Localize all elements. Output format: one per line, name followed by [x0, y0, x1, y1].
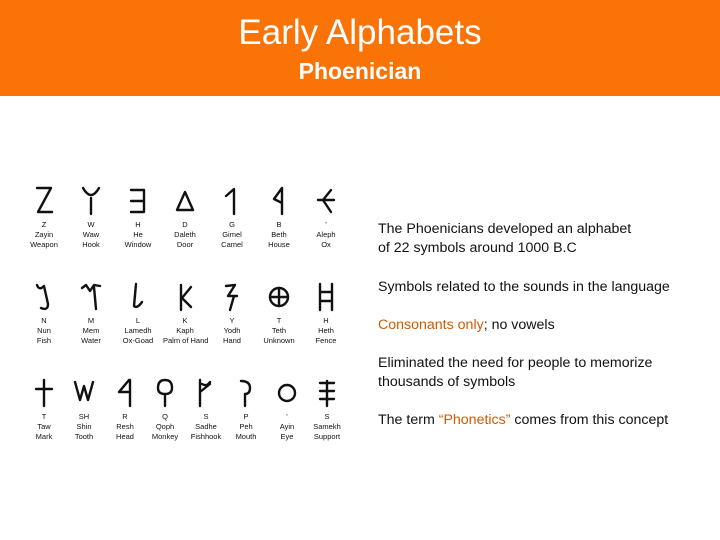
slide-title: Early Alphabets	[238, 13, 482, 52]
letter-beth	[257, 186, 301, 250]
letter-daleth	[163, 186, 207, 250]
letter-taw	[22, 378, 66, 442]
letter-meaning: Hook	[82, 240, 100, 249]
letter-meaning: Camel	[221, 240, 243, 249]
letter-name: Ayin	[279, 422, 295, 431]
letter-nun	[22, 282, 66, 346]
phonetics-term: “Phonetics”	[438, 412, 511, 428]
taw-glyph-icon	[22, 378, 66, 408]
yodh-glyph-icon	[210, 282, 254, 312]
letter-name: Sadhe	[195, 422, 217, 431]
letter-name: Mem	[82, 326, 100, 335]
letter-meaning: Fishhook	[190, 432, 222, 441]
letter-sound: '	[325, 220, 327, 229]
letter-sound: N	[41, 316, 47, 325]
letter-name: Nun	[37, 326, 51, 335]
sadhe-glyph-icon	[184, 378, 228, 408]
letter-meaning: Monkey	[151, 432, 179, 441]
letter-name: Gimel	[222, 230, 242, 239]
letter-meaning: Fence	[315, 336, 337, 345]
memorize-line-2: thousands of symbols	[378, 374, 516, 390]
letter-name: Kaph	[176, 326, 194, 335]
phoenician-alphabet-table	[22, 186, 352, 474]
letter-sound: Y	[229, 316, 235, 325]
letter-sound: SH	[78, 412, 90, 421]
letter-teth	[257, 282, 301, 346]
aleph-glyph-icon	[304, 186, 348, 216]
letter-ayin	[265, 378, 309, 442]
letter-name: He	[133, 230, 143, 239]
letter-sound: '	[286, 412, 288, 421]
letter-samekh	[305, 378, 349, 442]
letter-sound: D	[182, 220, 188, 229]
letter-meaning: House	[268, 240, 290, 249]
letter-heth	[304, 282, 348, 346]
letter-meaning: Weapon	[30, 240, 58, 249]
symbols-sounds-paragraph: Symbols related to the sounds in the language	[378, 279, 670, 295]
letter-meaning: Unknown	[263, 336, 295, 345]
letter-name: Zayin	[34, 230, 54, 239]
letter-name: Qoph	[155, 422, 175, 431]
shin-glyph-icon	[62, 378, 106, 408]
letter-name: Teth	[271, 326, 287, 335]
daleth-glyph-icon	[163, 186, 207, 216]
letter-meaning: Mouth	[235, 432, 257, 441]
letter-name: Lamedh	[124, 326, 152, 335]
letter-name: Resh	[116, 422, 134, 431]
letter-name: Shin	[76, 422, 92, 431]
no-vowels-text: ; no vowels	[483, 317, 555, 333]
heth-glyph-icon	[304, 282, 348, 312]
letter-sound: H	[323, 316, 329, 325]
slide-subtitle: Phoenician	[298, 58, 422, 84]
phonetics-prefix: The term	[378, 412, 439, 428]
zayin-glyph-icon	[22, 186, 66, 216]
letter-sound: Z	[41, 220, 47, 229]
resh-glyph-icon	[103, 378, 147, 408]
letter-resh	[103, 378, 147, 442]
alphabet-row	[22, 282, 352, 378]
he-glyph-icon	[116, 186, 160, 216]
letter-sound: M	[87, 316, 95, 325]
intro-paragraph	[378, 220, 631, 258]
letter-sound: B	[276, 220, 282, 229]
phonetics-paragraph	[378, 411, 668, 430]
letter-kaph	[163, 282, 207, 346]
consonants-paragraph	[378, 316, 555, 335]
letter-shin	[62, 378, 106, 442]
letter-meaning: Fish	[36, 336, 52, 345]
letter-name: Yodh	[223, 326, 241, 335]
beth-glyph-icon	[257, 186, 301, 216]
letter-name: Daleth	[174, 230, 196, 239]
letter-meaning: Head	[116, 432, 134, 441]
letter-meaning: Eye	[280, 432, 294, 441]
letter-name: Beth	[271, 230, 287, 239]
letter-sound: R	[122, 412, 128, 421]
letter-sound: G	[229, 220, 235, 229]
letter-sadhe	[184, 378, 228, 442]
letter-he	[116, 186, 160, 250]
phonetics-suffix: comes from this concept	[510, 412, 669, 428]
letter-name: Waw	[82, 230, 100, 239]
qoph-glyph-icon	[143, 378, 187, 408]
letter-name: Peh	[239, 422, 253, 431]
waw-glyph-icon	[69, 186, 113, 216]
letter-name: Heth	[318, 326, 334, 335]
letter-lamedh	[116, 282, 160, 346]
letter-name: Aleph	[316, 230, 336, 239]
letter-meaning: Support	[313, 432, 341, 441]
ayin-glyph-icon	[265, 378, 309, 408]
letter-meaning: Door	[176, 240, 194, 249]
intro-line-2: of 22 symbols around 1000 B.C	[378, 240, 577, 256]
alphabet-row	[22, 186, 352, 282]
letter-sound: Q	[162, 412, 168, 421]
letter-sound: W	[87, 220, 95, 229]
intro-line-1: The Phoenicians developed an alphabet	[378, 221, 632, 237]
lamedh-glyph-icon	[116, 282, 160, 312]
kaph-glyph-icon	[163, 282, 207, 312]
letter-sound: L	[135, 316, 141, 325]
memorize-line-1: Eliminated the need for people to memorize	[378, 355, 653, 371]
samekh-glyph-icon	[305, 378, 349, 408]
letter-meaning: Window	[124, 240, 152, 249]
letter-meaning: Hand	[223, 336, 241, 345]
alphabet-row	[22, 378, 352, 474]
letter-gimel	[210, 186, 254, 250]
letter-mem	[69, 282, 113, 346]
letter-sound: S	[324, 412, 330, 421]
letter-meaning: Palm of Hand	[163, 336, 209, 345]
peh-glyph-icon	[224, 378, 268, 408]
letter-meaning: Mark	[35, 432, 53, 441]
letter-yodh	[210, 282, 254, 346]
letter-sound: P	[243, 412, 249, 421]
letter-zayin	[22, 186, 66, 250]
title-banner	[0, 0, 720, 96]
letter-name: Taw	[37, 422, 51, 431]
memorize-paragraph	[378, 354, 652, 392]
letter-meaning: Ox-Goad	[122, 336, 154, 345]
letter-meaning: Ox	[321, 240, 331, 249]
consonants-highlight: Consonants only	[378, 317, 484, 333]
letter-qoph	[143, 378, 187, 442]
letter-meaning: Tooth	[74, 432, 94, 441]
letter-meaning: Water	[81, 336, 101, 345]
letter-sound: S	[203, 412, 209, 421]
nun-glyph-icon	[22, 282, 66, 312]
letter-peh	[224, 378, 268, 442]
letter-waw	[69, 186, 113, 250]
teth-glyph-icon	[257, 282, 301, 312]
letter-sound: T	[276, 316, 282, 325]
gimel-glyph-icon	[210, 186, 254, 216]
letter-sound: H	[135, 220, 141, 229]
letter-sound: T	[41, 412, 47, 421]
letter-name: Samekh	[313, 422, 341, 431]
mem-glyph-icon	[69, 282, 113, 312]
letter-aleph	[304, 186, 348, 250]
letter-sound: K	[182, 316, 188, 325]
